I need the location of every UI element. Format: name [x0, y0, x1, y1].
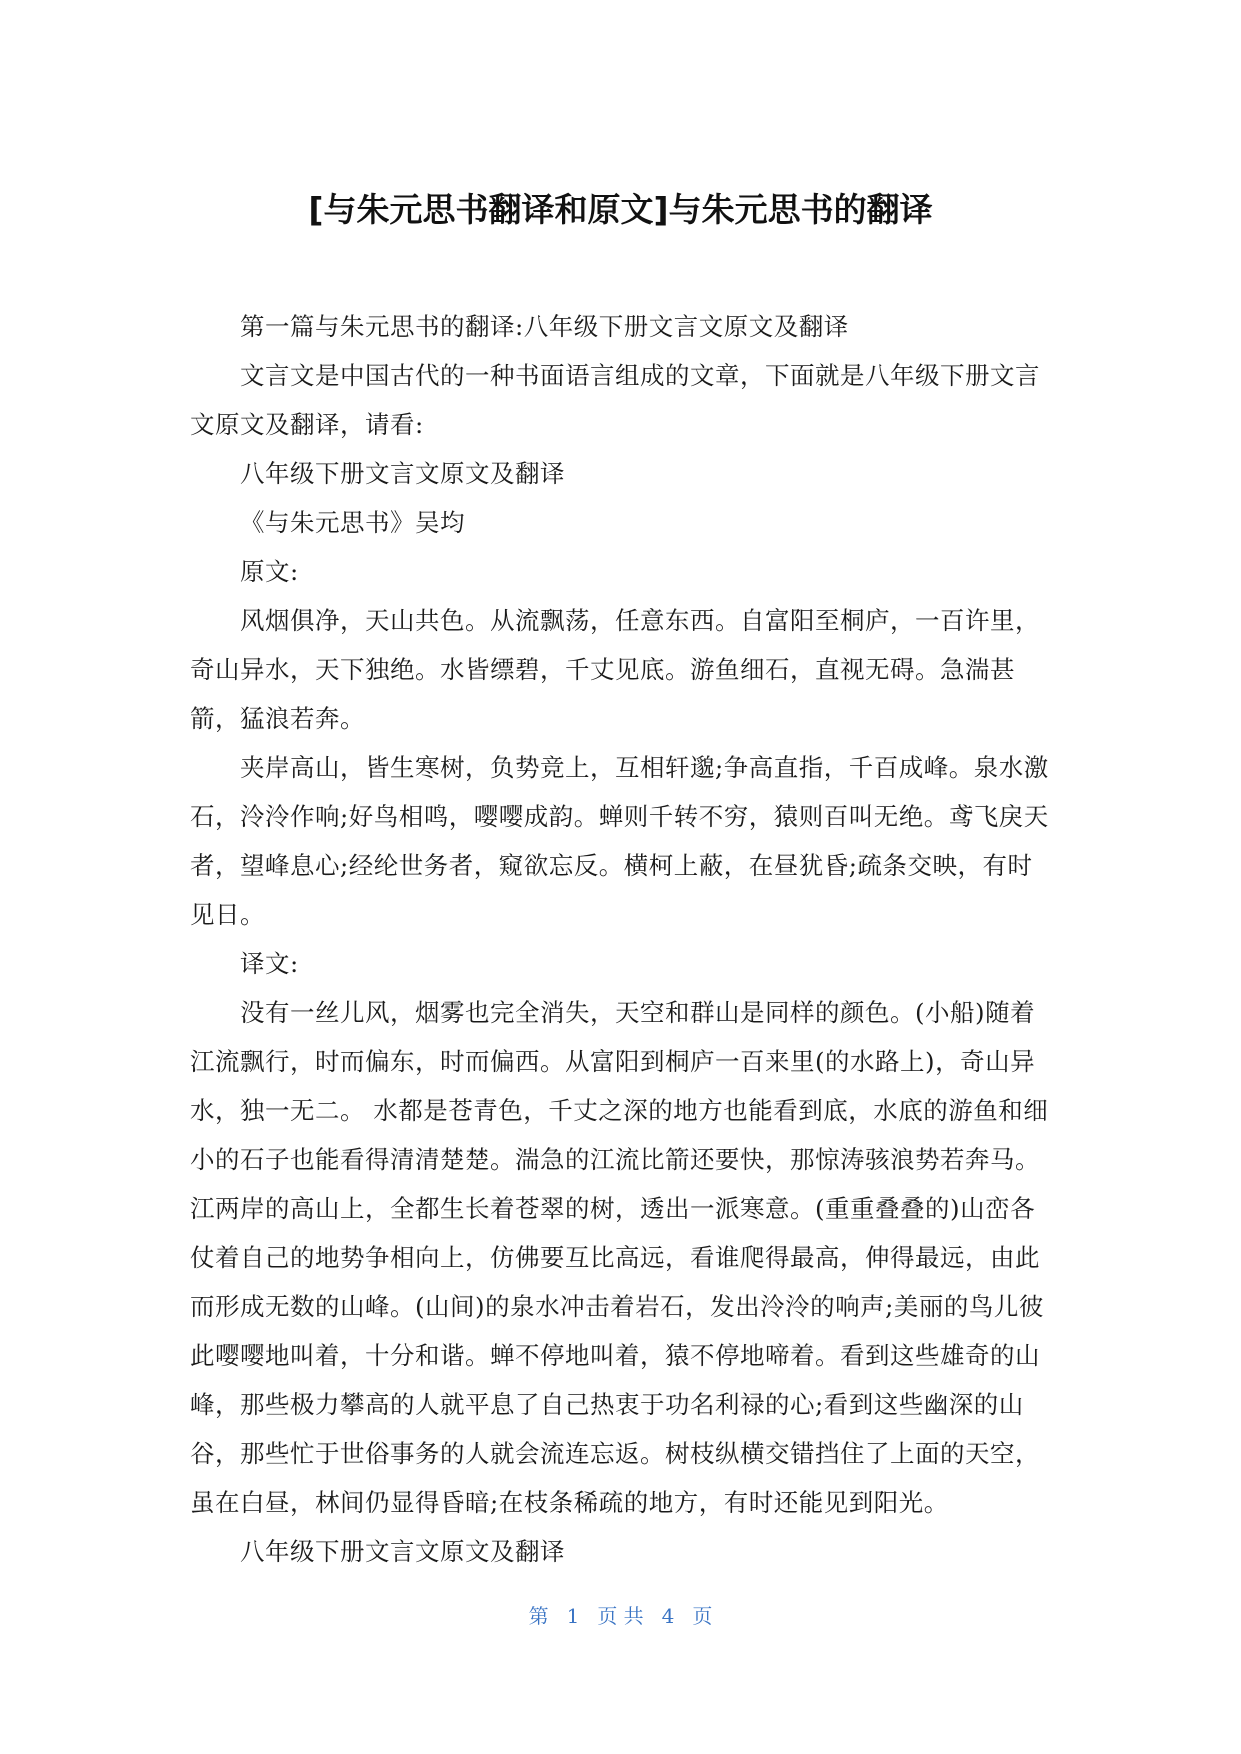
- paragraph: 风烟俱净，天山共色。从流飘荡，任意东西。自富阳至桐庐，一百许里，奇山异水，天下独绝。水皆缥碧，千丈见底。游鱼细石，直视无碍。急湍甚箭，猛浪若奔。: [190, 606, 1040, 733]
- document-title: [与朱元思书翻译和原文]与朱元思书的翻译: [308, 190, 933, 229]
- paragraph: 八年级下册文言文原文及翻译: [240, 1537, 565, 1566]
- paragraph: 第一篇与朱元思书的翻译:八年级下册文言文原文及翻译: [240, 312, 849, 341]
- footer-current-page: 1: [566, 1604, 580, 1628]
- footer-total-pages: 4: [661, 1604, 675, 1628]
- paragraph: 《与朱元思书》吴均: [240, 508, 465, 537]
- page-footer: [0, 1602, 1241, 1630]
- footer-prefix: 第: [528, 1604, 549, 1628]
- paragraph: 原文:: [240, 557, 299, 586]
- footer-middle: 页 共: [597, 1604, 644, 1628]
- document-body: [190, 302, 1052, 1576]
- paragraph: 文言文是中国古代的一种书面语言组成的文章，下面就是八年级下册文言文原文及翻译，请看:: [190, 361, 1040, 439]
- paragraph: 夹岸高山，皆生寒树，负势竞上，互相轩邈;争高直指，千百成峰。泉水激石，泠泠作响;好鸟相鸣，嘤嘤成韵。蝉则千转不穷，猿则百叫无绝。鸢飞戾天者，望峰息心;经纶世务者，窥欲忘反。横柯上蔽，在昼犹昏;疏条交映，有时见日。: [190, 753, 1049, 929]
- paragraph: 没有一丝儿风，烟雾也完全消失，天空和群山是同样的颜色。(小船)随着江流飘行，时而偏东，时而偏西。从富阳到桐庐一百来里(的水路上)，奇山异水，独一无二。 水都是苍青色，千丈之深的地方也能看到底，水底的游鱼和细小的石子也能看得清清楚楚。湍急的江流比箭还要快，那惊涛骇浪势若奔马。江两岸的高山上，全都生长着苍翠的树，透出一派寒意。(重重叠叠的)山峦各仗着自己的地势争相向上，仿佛要互比高远，看谁爬得最高，伸得最远，由此而形成无数的山峰。(山间)的泉水冲击着岩石，发出泠泠的响声;美丽的鸟儿彼此嘤嘤地叫着，十分和谐。蝉不停地叫着，猿不停地啼着。看到这些雄奇的山峰，那些极力攀高的人就平息了自己热衷于功名利禄的心;看到这些幽深的山谷，那些忙于世俗事务的人就会流连忘返。树枝纵横交错挡住了上面的天空，虽在白昼，林间仍显得昏暗;在枝条稀疏的地方，有时还能见到阳光。: [190, 998, 1049, 1517]
- paragraph: 八年级下册文言文原文及翻译: [240, 459, 565, 488]
- paragraph: 译文:: [240, 949, 299, 978]
- footer-suffix: 页: [692, 1604, 713, 1628]
